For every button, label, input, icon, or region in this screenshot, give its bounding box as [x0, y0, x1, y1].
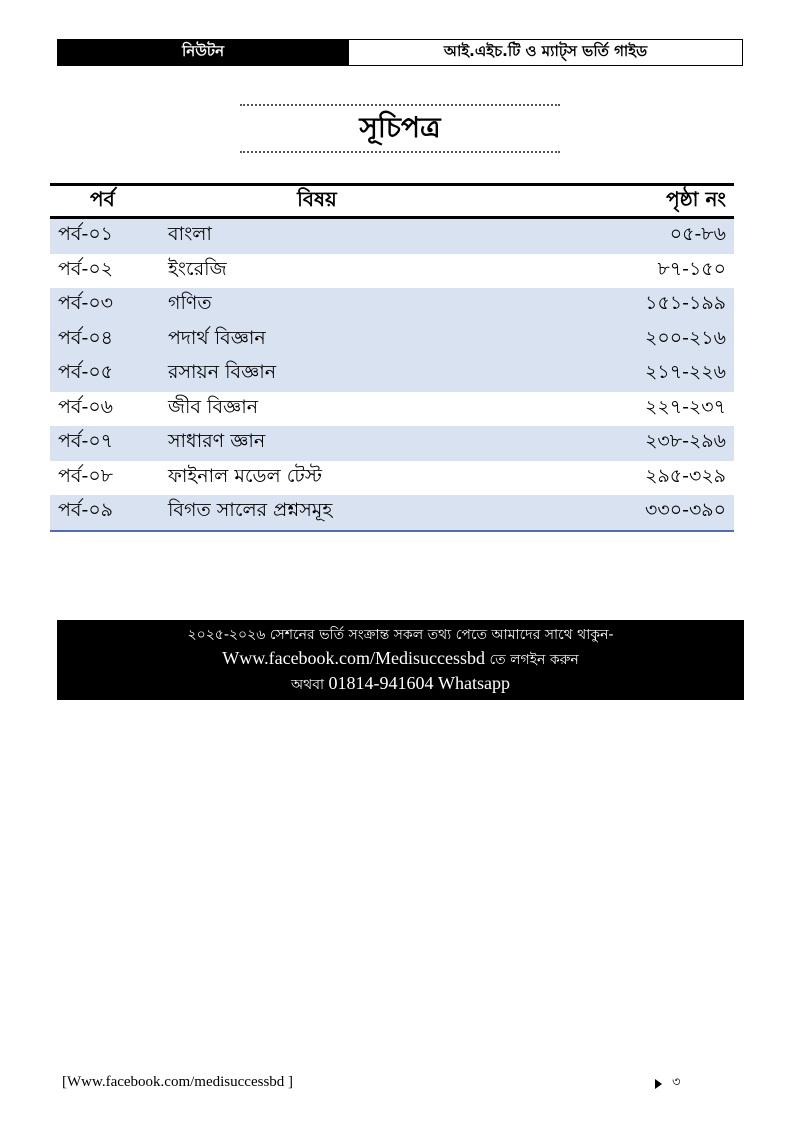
toc-part: পর্ব-০২	[58, 257, 114, 280]
toc-pages: ২১৭-২২৬	[645, 361, 726, 384]
header-brand: নিউটন	[58, 40, 348, 65]
toc-subject: রসায়ন বিজ্ঞান	[168, 361, 277, 384]
table-row	[50, 323, 734, 358]
toc-subject: বাংলা	[168, 223, 212, 246]
page-number: ৩	[672, 1075, 681, 1090]
toc-pages: ২৩৮-২৯৬	[645, 430, 726, 453]
toc-bottom-rule	[50, 530, 734, 532]
promo-or-text: অথবা	[291, 677, 325, 693]
toc-part: পর্ব-০৬	[58, 395, 114, 418]
toc-pages: ৮৭-১৫০	[657, 257, 726, 280]
toc-subject: গণিত	[168, 292, 212, 315]
footer-page	[655, 1073, 680, 1094]
triangle-right-icon	[655, 1079, 662, 1089]
promo-facebook-link[interactable]: Www.facebook.com/Medisuccessbd	[222, 648, 486, 668]
table-row	[50, 288, 734, 323]
footer-link[interactable]: [Www.facebook.com/medisuccessbd ]	[62, 1074, 294, 1090]
toc-header-row	[50, 183, 734, 219]
promo-banner	[57, 620, 744, 700]
toc-part: পর্ব-০৭	[58, 430, 114, 453]
toc-part: পর্ব-০৫	[58, 361, 114, 384]
toc-pages: ১৫১-১৯৯	[645, 292, 726, 315]
toc-pages: ২২৭-২৩৭	[645, 395, 726, 418]
toc-subject: জীব বিজ্ঞান	[168, 395, 259, 418]
toc-header-page: পৃষ্ঠা নং	[666, 186, 726, 211]
title-divider-top	[240, 104, 560, 106]
toc-subject: ফাইনাল মডেল টেস্ট	[168, 464, 322, 487]
toc-header-part: পর্ব	[90, 186, 115, 211]
toc-pages: ২৯৫-৩২৯	[645, 464, 726, 487]
promo-text: ২০২৫-২০২৬ সেশনের ভর্তি সংক্রান্ত সকল তথ্য পেতে আমাদের সাথে থাকুন-	[187, 627, 614, 643]
table-row	[50, 357, 734, 392]
title-divider-bottom	[240, 151, 560, 153]
table-of-contents	[50, 183, 734, 532]
table-row	[50, 219, 734, 254]
promo-login-text: তে লগইন করুন	[489, 652, 579, 668]
toc-subject: বিগত সালের প্রশ্নসমূহ	[168, 499, 333, 522]
header-book-title: আই.এইচ.টি ও ম্যাট্স ভর্তি গাইড	[348, 40, 742, 65]
table-row	[50, 426, 734, 461]
table-row	[50, 254, 734, 289]
toc-part: পর্ব-০৩	[58, 292, 114, 315]
table-row	[50, 461, 734, 496]
toc-subject: ইংরেজি	[168, 257, 227, 280]
toc-part: পর্ব-০৯	[58, 499, 114, 522]
promo-contact-line	[57, 672, 744, 697]
running-header	[57, 39, 743, 66]
toc-part: পর্ব-০৮	[58, 464, 114, 487]
page-title: সূচিপত্র	[359, 111, 441, 144]
promo-phone: 01814-941604 Whatsapp	[328, 673, 510, 693]
toc-pages: ২০০-২১৬	[645, 326, 726, 349]
toc-part: পর্ব-০৪	[58, 326, 114, 349]
toc-subject: পদার্থ বিজ্ঞান	[168, 326, 266, 349]
toc-subject: সাধারণ জ্ঞান	[168, 430, 266, 453]
promo-facebook-line	[57, 647, 744, 672]
toc-header-subject: বিষয়	[297, 186, 337, 211]
table-row	[50, 392, 734, 427]
toc-part: পর্ব-০১	[58, 223, 114, 246]
toc-pages: ০৫-৮৬	[669, 223, 726, 246]
toc-pages: ৩৩০-৩৯০	[645, 499, 726, 522]
table-row	[50, 495, 734, 530]
